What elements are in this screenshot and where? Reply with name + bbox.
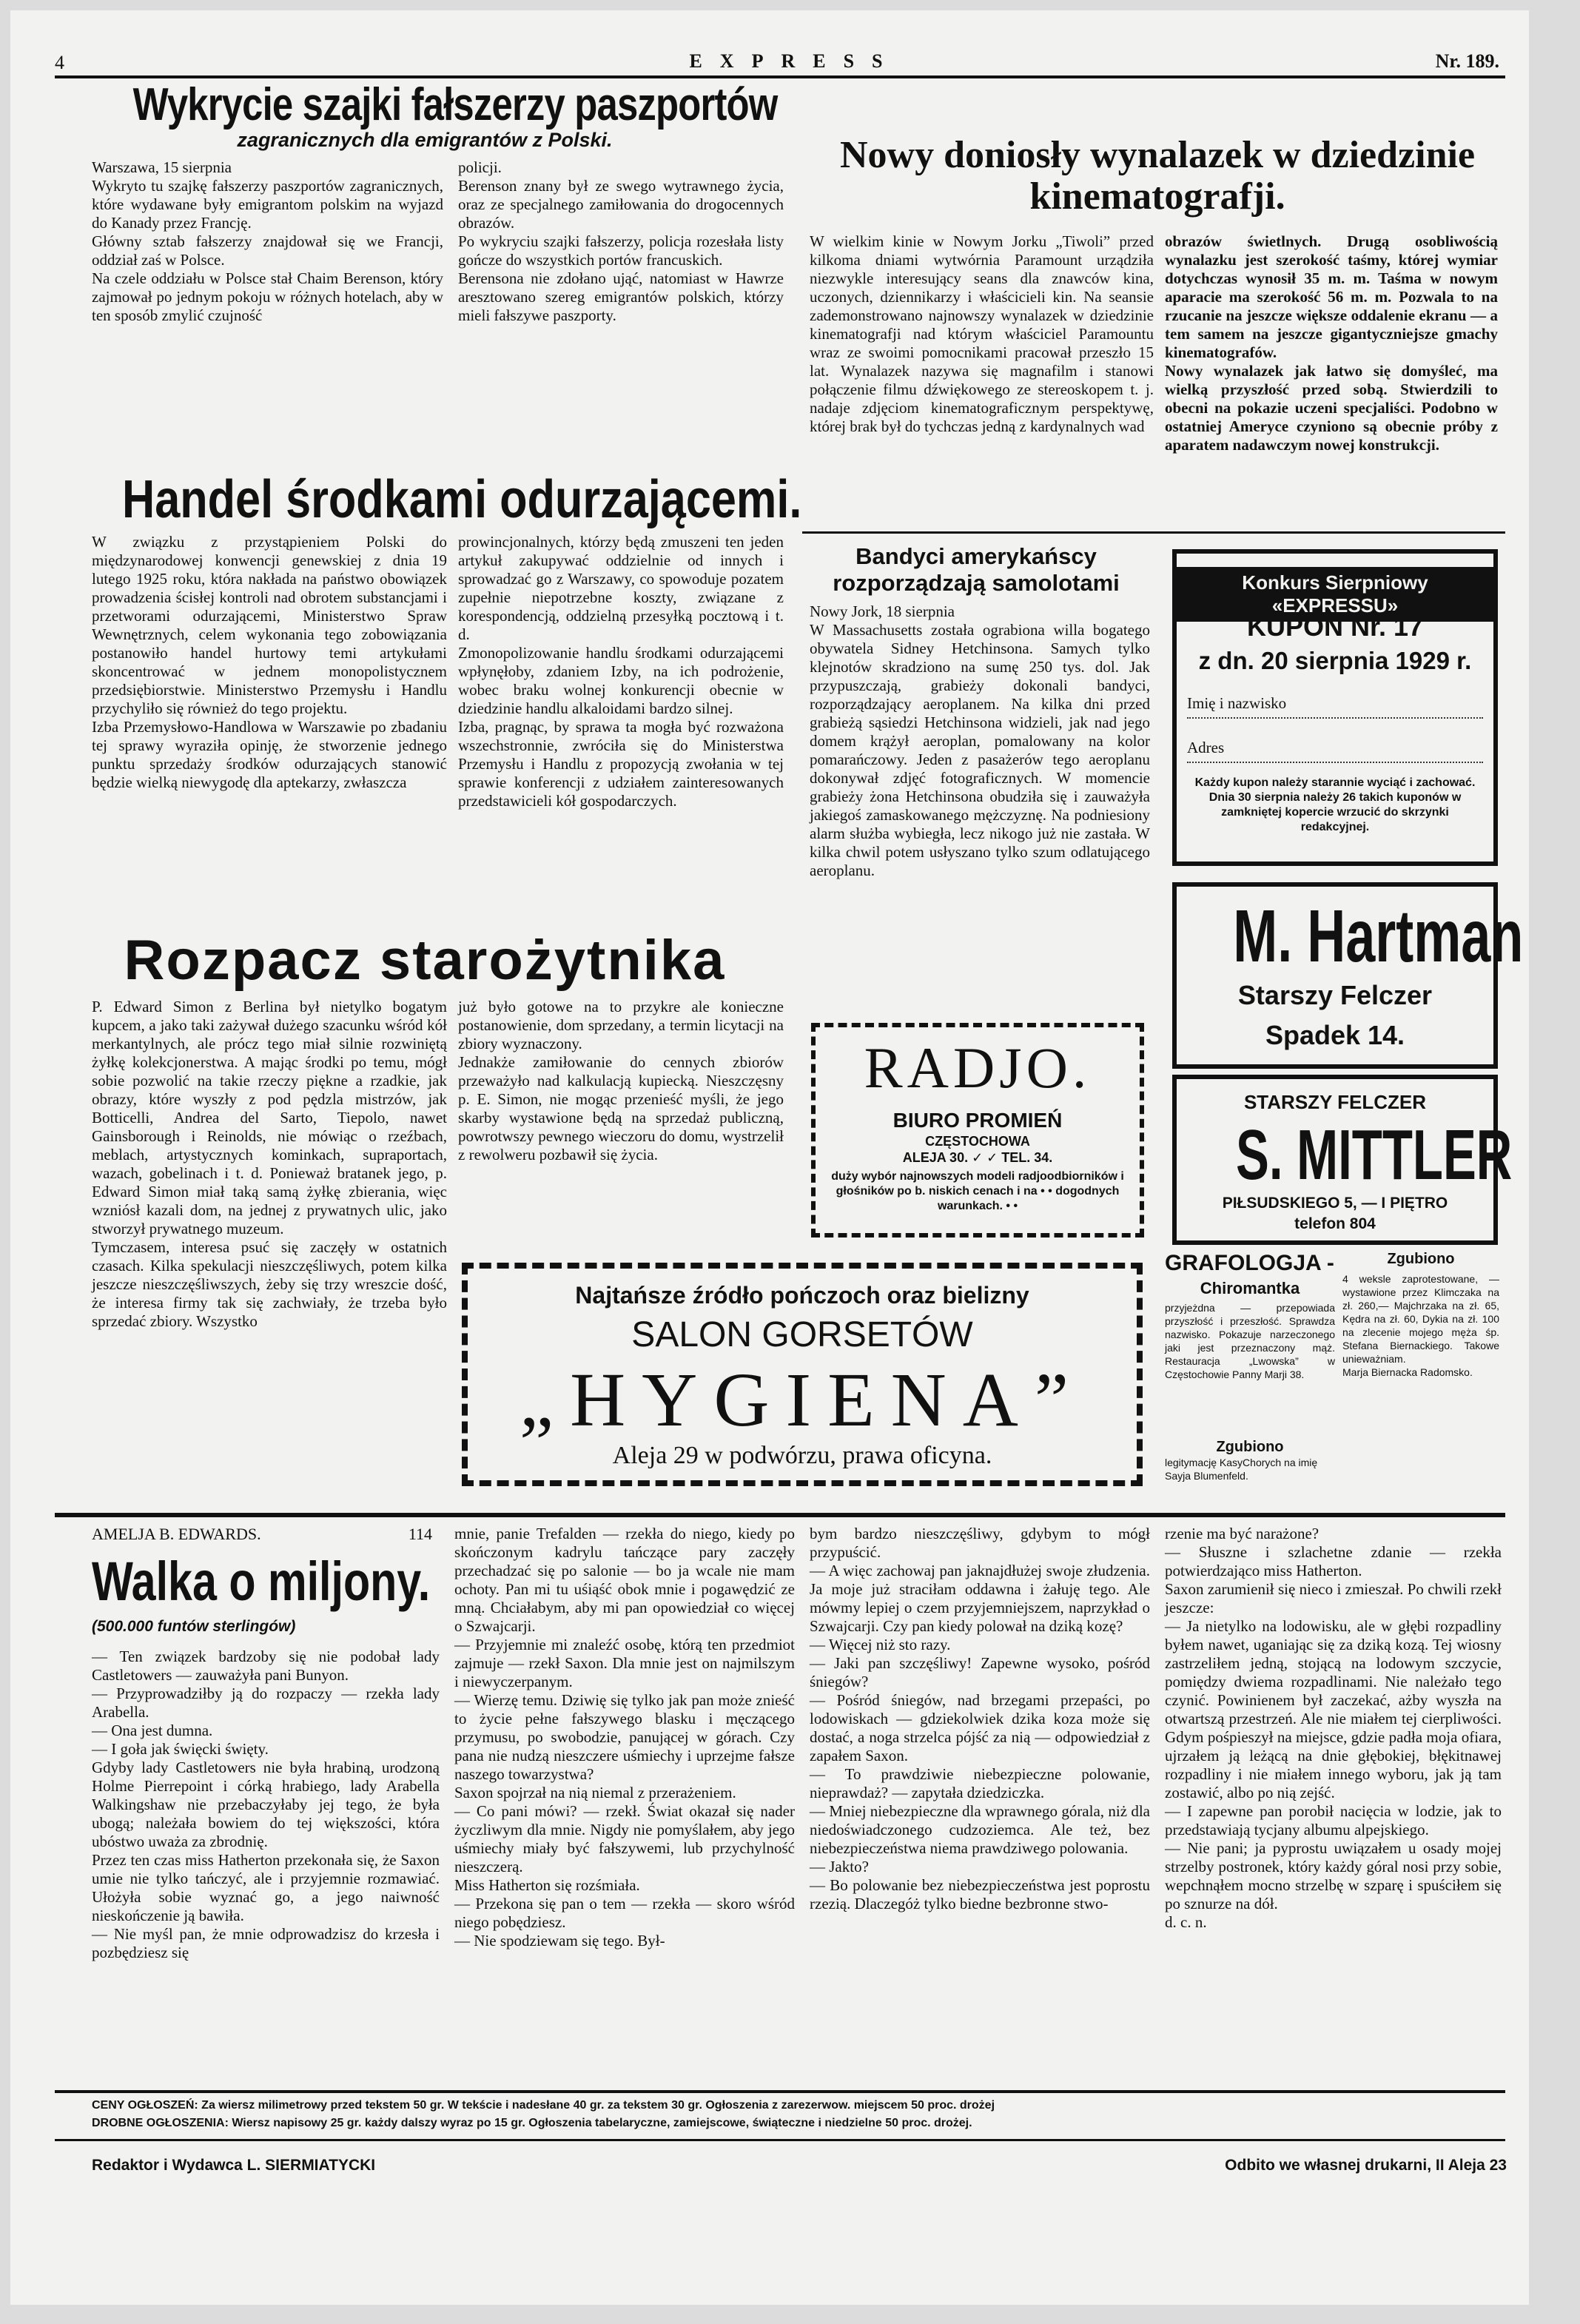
article1-col2: policji. Berenson znany był ze swego wytrawnego życia, oraz ze specjalnego zamiłowania do drogocennych obrazów. Po wykryciu szajki fałszerzy, policja rozesłała listy gończe do wszystkich portów francuskich. Berensona nie zdołano ująć, natomiast w Hawrze aresztowano szereg emigrantów polskich, którzy mieli fałszywe paszporty. [458,158,784,324]
footer-rule-2 [55,2139,1505,2141]
hygiena-address: Aleja 29 w podwórzu, prawa oficyna. [612,1442,992,1469]
serial-author: AMELJA B. EDWARDS. [92,1525,261,1543]
mittler-name-box [1177,1115,1513,1195]
article2-headline: Handel środkami odurzającemi. [122,470,802,529]
article5-headline: Bandyci amerykańscy rozporządzają samolotami [833,543,1120,596]
radjo-line4: duży wybór najnowszych modeli radjoodbiorników i głośników po b. niskich cenach i na • • dogodnych warunkach. • • [831,1170,1124,1212]
footer-editor: Redaktor i Wydawca L. SIERMIATYCKI [92,2157,376,2174]
coupon-field2[interactable] [1187,739,1483,763]
coupon-field2-label: Adres [1187,739,1225,756]
article4-rule [802,531,1505,534]
footer-printer: Odbito we własnej drukarni, II Aleja 23 [1225,2157,1507,2174]
masthead-title: EXPRESS [689,50,901,72]
mittler-name: S. MITTLER [1235,1115,1513,1195]
hygiena-line2: SALON GORSETÓW [631,1315,973,1354]
hartman-name-box [1177,894,1524,978]
article2-col1: W związku z przystąpieniem Polski do międzynarodowej konwencji genewskiej z dnia 19 lutego 1925 roku, która nakłada na państwo obowiązek prowadzenia ścisłej kontroli nad obrotem substancjami i przetworami odurzającemi, Ministerstwo Spraw Wewnętrznych, celem wykonania tego zobowiązania postanowiło handel hurtowy temi artykułami skoncentrować w jednem monopolistycznem przedsiębiorstwie. Ministerstwo Przemysłu i Handlu przychyliło się również do tego projektu. Izba Przemysłowo-Handlowa w Warszawie po zbadaniu tej sprawy wyraziła opinję, że stworzenie jednego punktu sprzedaży środków odurzających stanowić będzie wielką niewygodę dla aptekarzy, zwłaszcza [92,533,447,791]
serial-title: Walka o miljony. [92,1551,431,1612]
hartman-line1: Starszy Felczer [1237,980,1433,1010]
article4-headline: Nowy doniosły wynalazek w dziedzinie kinematografji. [839,134,1476,218]
article3-col2: już było gotowe na to przykre ale konieczne postanowienie, dom sprzedany, a termin licytacji na zbiory wyznaczony. Jednakże zamiłowanie do cennych zbiorów przeważyło nad kalkulacją kupiecką. Nieszczęsny p. E. Simon, nie mogąc przenieść myśli, że jego skarby wystawione będą na sprzedaż publiczną, powrotwszy pewnego wieczoru do domu, wystrzelił z rewolweru pozbawił się życia. [458,998,784,1163]
footer-small-ads: DROBNE OGŁOSZENIA: Wiersz napisowy 25 gr. każdy dalszy wyraz po 15 gr. Ogłoszenia tabelaryczne, zamiejscowe, świąteczne i niedzielne 50 proc. drożej. [92,2117,972,2129]
grafologja-sub: Chiromantka [1200,1279,1300,1297]
zgubiono1-ad [1342,1251,1499,1473]
coupon-note: Każdy kupon należy starannie wyciąć i zachować. Dnia 30 sierpnia należy 26 takich kuponów w zamkniętej kopercie wrzucić do skrzynki redakcyjnej. [1194,776,1476,833]
serial-col3: bym bardzo nieszczęśliwy, gdybym to mógł przypuścić. — A więc zachowaj pan jaknajdłużej swoje złudzenia. Ja moje już straciłam oddawna i żałuję tego. Ale mówmy lepiej o czem przyjemniejszem, naprzykład o Szwajcarji. Czy pan kiedy polował na dziką kozę? — Więcej niż sto razy. — Jaki pan szczęśliwy! Zapewne wysoko, pośród śniegów? — Pośród śniegów, nad brzegami przepaści, po lodowiskach — gdziekolwiek dzika koza może się dostać, a noga strzelca pójść za nią — odpowiedział z zapałem Saxon. — To prawdziwie niebezpieczne polowanie, nieprawdaż? — zapytała dziedziczka. — Mniej niebezpieczne dla wprawnego górala, niż dla niedoświadczonego cudzoziemca. Ale też, bez niebezpieczeństwa niema prawdziwego polowania. — Jakto? — Bo polowanie bez niebezpieczeństwa jest poprostu rzezią. Dlaczegóż tylko biedne bezbronne stwo- [810,1525,1150,1912]
article1-col1: Warszawa, 15 sierpnia Wykryto tu szajkę fałszerzy paszportów zagranicznych, które wydawane były emigrantom polskim na wyjazd do Kanady przez Francję. Główny sztab fałszerzy znajdował się we Francji, oddział zaś w Polsce. Na czele oddziału w Polsce stał Chaim Berenson, który zajmował po jednym pokoju w różnych hotelach, aby w ten sposób zmylić czujność [92,158,443,324]
serial-col2: mnie, panie Trefalden — rzekła do niego, kiedy po skończonym kadrylu tańczące pary zaczęły przechadzać się po salonie — bo ja wcale nie mam ochoty. Pan mi tu uśiąść obok mnie i pogawędzić ze mną. Chciałabym, aby mi pan opowiedział co więcej o Szwajcarji. — Przyjemnie mi znaleźć osobę, którą ten przedmiot zajmuje — rzekł Saxon. Dla mnie jest on najmilszym i niewyczerpanym. — Wierzę temu. Dziwię się tylko jak pan może znieść to życie pełne fałszywego blasku i męczącego przymusu, po swobodzie, panującej w górach. Czy pana nie nudzą nieszczere uśmiechy i uprzejme fałsze naszego towarzystwa? Saxon spojrzał na nią niemal z przerażeniem. — Co pani mówi? — rzekł. Świat okazał się nader życzliwym dla mnie. Nigdy nie pomyślałem, aby jego uśmiechy miały być fałszywemi, lub przychylność nieszczerą. Miss Hatherton się rozśmiała. — Przekona się pan o tem — rzekła — skoro wśród niego pobędziesz. — Nie spodziewam się tego. Był- [454,1525,795,1949]
article1-subhead: zagranicznych dla emigrantów z Polski. [237,129,613,151]
zgubiono2-ad [1165,1439,1335,1498]
coupon-field2-line [1187,762,1483,763]
footer-rule [55,2090,1505,2093]
mittler-phone: telefon 804 [1294,1215,1376,1232]
grafologja-body: przyjeżdna — przepowiada przyszłość i przeszłość. Sprawdza nazwisko. Pokazuje narzeczonego jaki jest przeznaczony mąż. Restauracja „Lwowska” w Częstochowie Panny Marji 38. [1165,1302,1335,1380]
newspaper-page [10,10,1529,2305]
mittler-ad [1172,1075,1513,1245]
article1-headline: Wykrycie szajki fałszerzy paszportów [132,79,778,130]
article3-headline: Rozpacz starożytnika [124,929,726,992]
zgubiono1-body: 4 weksle zaprotestowane, — wystawione przez Klimczaka na zł. 260,— Majchrzaka na zł. 65, Kędra na zł. 60, Dykia na zł. 100 na zlecenie mojego męża śp. Stefana Biernackiego. Takowe unieważniam. Marja Biernacka Radomsko. [1342,1273,1499,1378]
serial-subtitle: (500.000 funtów sterlingów) [92,1618,296,1635]
mittler-address: PIŁSUDSKIEGO 5, — I PIĘTRO [1222,1195,1448,1212]
hygiena-name: „HYGIENA” [519,1357,1085,1443]
zgubiono2-title: Zgubiono [1216,1439,1284,1455]
coupon-number: KUPON Nr. 17 [1246,611,1424,642]
issue-number: Nr. 189. [1435,50,1499,72]
serial-title-box [92,1550,432,1612]
coupon-date: z dn. 20 sierpnia 1929 r. [1198,647,1472,674]
coupon-box [1172,549,1498,866]
article3-col1: P. Edward Simon z Berlina był nietylko bogatym kupcem, a jako taki zażywał dużego szacunku wśród kół merkantylnych, ale prócz tego miał silnie rozwiniętą żyłkę kolekcjonerstwa. A mając środki po temu, mógł sobie pozwolić na takie rzeczy piękne a rzadkie, jak obrazy, które wyszły z pod pędzla mistrzów, jak Botticelli, Andrea del Sarto, Tiepolo, nawet Gainsborough i Reinolds, nie mówiąc o rzeźbach, meblach, artystycznych kominkach, supraportach, wazach, gobelinach i t. d. Ponieważ bratanek jego, p. Edward Simon miał taką samą żyłkę zbierania, więc wzniósł kazali dom, na jednej z prywatnych ulic, jako stworzył prywatnego muzeum. Tymczasem, interesa psuć się zaczęły w ostatnich czasach. Kilka spekulacji nieszczęśliwych, potem kilka jeszcze nieszczęśliwszych, żeby się trzy wreszcie dość, że interesa firmy tak się zachwiały, że trzeba było sprzedać zbiory. Wszystko [92,998,447,1330]
article2-headline-box [62,469,802,529]
hygiena-ad [462,1263,1143,1486]
page-number: 4 [55,52,64,73]
coupon-field1-label: Imię i nazwisko [1187,694,1287,712]
article5-body: Nowy Jork, 18 sierpnia W Massachusetts została ograbiona willa bogatego obywatela Sidney Hetchinsona. Samych tylko klejnotów skradziono na sumę 250 tys. dol. Jak przypuszczają, grabieży dokonali bandyci, rozporządzający aeroplanem. Na kilka dni przed grabieżą sąsiedzi Hetchinsona widzieli, jak nad jego domem krążył aeroplan, pomalowany na kolor pomarańczowy. Jeden z pasażerów tego aeroplanu dokonywał zdjęć fotograficznych. W momencie grabieży żona Hetchinsona obudziła się i zauważyła jakiegoś zamaskowanego mężczyznę. Na podniesiony alarm służba wybiegła, lecz nikogo już nie zastała. W kilka chwil potem usłyszano tylko szum odlatującego aeroplanu. [810,602,1150,879]
article1-headline-box [62,78,787,130]
footer-prices: CENY OGŁOSZEŃ: Za wiersz milimetrowy przed tekstem 50 gr. W tekście i nadesłane 40 gr. za tekstem 30 gr. Ogłoszenia z zarezerwow. miejscem 50 proc. drożej [92,2099,995,2112]
serial-col1: — Ten związek bardzoby się nie podobał lady Castletowers — zauważyła pani Bunyon. — Przyprowadziłby ją do rozpaczy — rzekła lady Arabella. — Ona jest dumna. — I goła jak święcki święty. Gdyby lady Castletowers nie była hrabiną, urodzoną Holme Pierrepoint i córką hrabiego, lady Arabella Walkingshaw nie przebaczyłaby jej tego, że była ubogą; należała bowiem do tej większości, która ubóstwo uważa za zbrodnię. Przez ten czas miss Hatherton przekonała się, że Saxon umie nie tylko tańczyć, ale i przyjemnie rozmawiać. Ułożyła sobie wyznać go, a jego naiwność nieskończenie ją bawiła. — Nie myśl pan, że mnie odprowadzisz do krzesła i pozbędziesz się [92,1648,440,1961]
coupon-field1[interactable] [1187,694,1483,719]
grafologja-title: GRAFOLOGJA - [1165,1251,1334,1275]
radjo-line1: BIURO PROMIEŃ [892,1109,1063,1132]
serial-col4: rzenie ma być narażone? — Słuszne i szlachetne zdanie — rzekła potwierdzająco miss Hatherton. Saxon zarumienił się nieco i zmieszał. Po chwili rzekł jeszcze: — Ja nietylko na lodowisku, ale w głębi rozpadliny byłem nawet, uganiając się za dziką kozą. Tej wiosny zastrzeliłem jedną, stojącą na lodowym szczycie, pomiędzy dwiema rozpadlinami. Nie należało tego czynić. Powinienem był zaczekać, ażby wyszła na otwartszą przestrzeń. Ale nie miałem tej cierpliwości. Gdym pośpieszył na miejsce, gdzie padła moja ofiara, ujrzałem ją leżącą na dnie głębokiej, błękitnawej rozpadliny i nie miałem innego wyboru, jak ją tam zostawić, albo po nią zejść. — I zapewne pan porobił nacięcia w lodzie, jak to przedstawiają tycjany albumu alpejskiego. — Nie pani; ja pyprostu uwiązałem u osady mojej strzelby postronek, który każdy góral nosi przy sobie, wepchnąłem mocno strzelbę w szparę i spuściłem się po sznurze na dół. d. c. n. [1165,1525,1502,1931]
zgubiono2-body: legitymację KasyChorych na imię Sayja Blumenfeld. [1165,1457,1318,1482]
zgubiono1-title: Zgubiono [1387,1251,1455,1267]
radjo-line2: CZĘSTOCHOWA [925,1134,1030,1149]
hartman-name: M. Hartman [1233,895,1524,978]
article4-col1: W wielkim kinie w Nowym Jorku „Tiwoli” przed kilkoma dniami wytwórnia Paramount urządziła niezwykle interesujący seans dla znawców kina, uczonych, dziennikarzy i właścicieli kin. Na seansie zademonstrowano najnowszy wynalazek w dziedzinie kinematografji nad którym właściciel Paramountu wraz ze swoimi pomocnikami pracował przeszło 15 lat. Wynalazek nazywa się magnafilm i stanowi połączenie filmu dźwiękowego ze stereoskopem t. j. nadaje zdjęciom kinematograficznym perspektywę, której brak był do tychczas jedną z kardynalnych wad [810,232,1154,435]
radjo-line3: ALEJA 30. ✓ ✓ TEL. 34. [902,1150,1053,1165]
coupon-title: Konkurs Sierpniowy «EXPRESSU» [1177,567,1493,622]
coupon-field1-line [1187,717,1483,719]
mittler-title: STARSZY FELCZER [1243,1091,1427,1113]
article4-col2: obrazów świetlnych. Drugą osobliwością wynalazku jest szerokość taśmy, której wymiar dotychczas wynosił 35 m. m. Taśma w nowym aparacie ma szerokość 56 m. m. Pozwala to na rzucanie na jeszcze większe oddalenie ekranu — a tem samem na jeszcze gigantyczniejsze gmachy kinematografów. Nowy wynalazek jak łatwo się domyśleć, ma wielką przyszłość przed sobą. Stwierdzili to obecni na pokazie uczeni specjaliści. Podobno w ostatniej Ameryce czyniono są obecnie próby z aparatem nadawczym nowej konstrukcji. [1165,232,1498,454]
serial-rule [55,1513,1505,1517]
hartman-ad [1172,882,1524,1069]
serial-number: 114 [408,1525,432,1543]
radjo-name: RADJO. [864,1035,1092,1100]
article2-col2: prowincjonalnych, którzy będą zmuszeni ten jeden artykuł zakupywać oddzielnie od innych i sprowadzać go z Warszawy, co spowoduje pozatem zupełnie niepotrzebne koszty, związane z korespondencją, oddzielną przesyłką pocztową i t. d. Zmonopolizowanie handlu środkami odurzającemi wpłynęłoby, zdaniem Izby, na ich podrożenie, wobec braku wolnej konkurencji obecnie w dziedzinie handlu alkaloidami bardzo silnej. Izba, pragnąc, by sprawa ta mogła być rozważona wszechstronnie, zwróciła się do Ministerstwa Przemysłu i Handlu z propozycją zwołania w tej sprawie konferencji z udziałem zainteresowanych przedstawicieli kół gospodarczych. [458,533,784,810]
hygiena-line1: Najtańsze źródło pończoch oraz bielizny [575,1282,1029,1309]
hartman-line2: Spadek 14. [1265,1020,1405,1050]
radjo-ad [811,1023,1144,1237]
